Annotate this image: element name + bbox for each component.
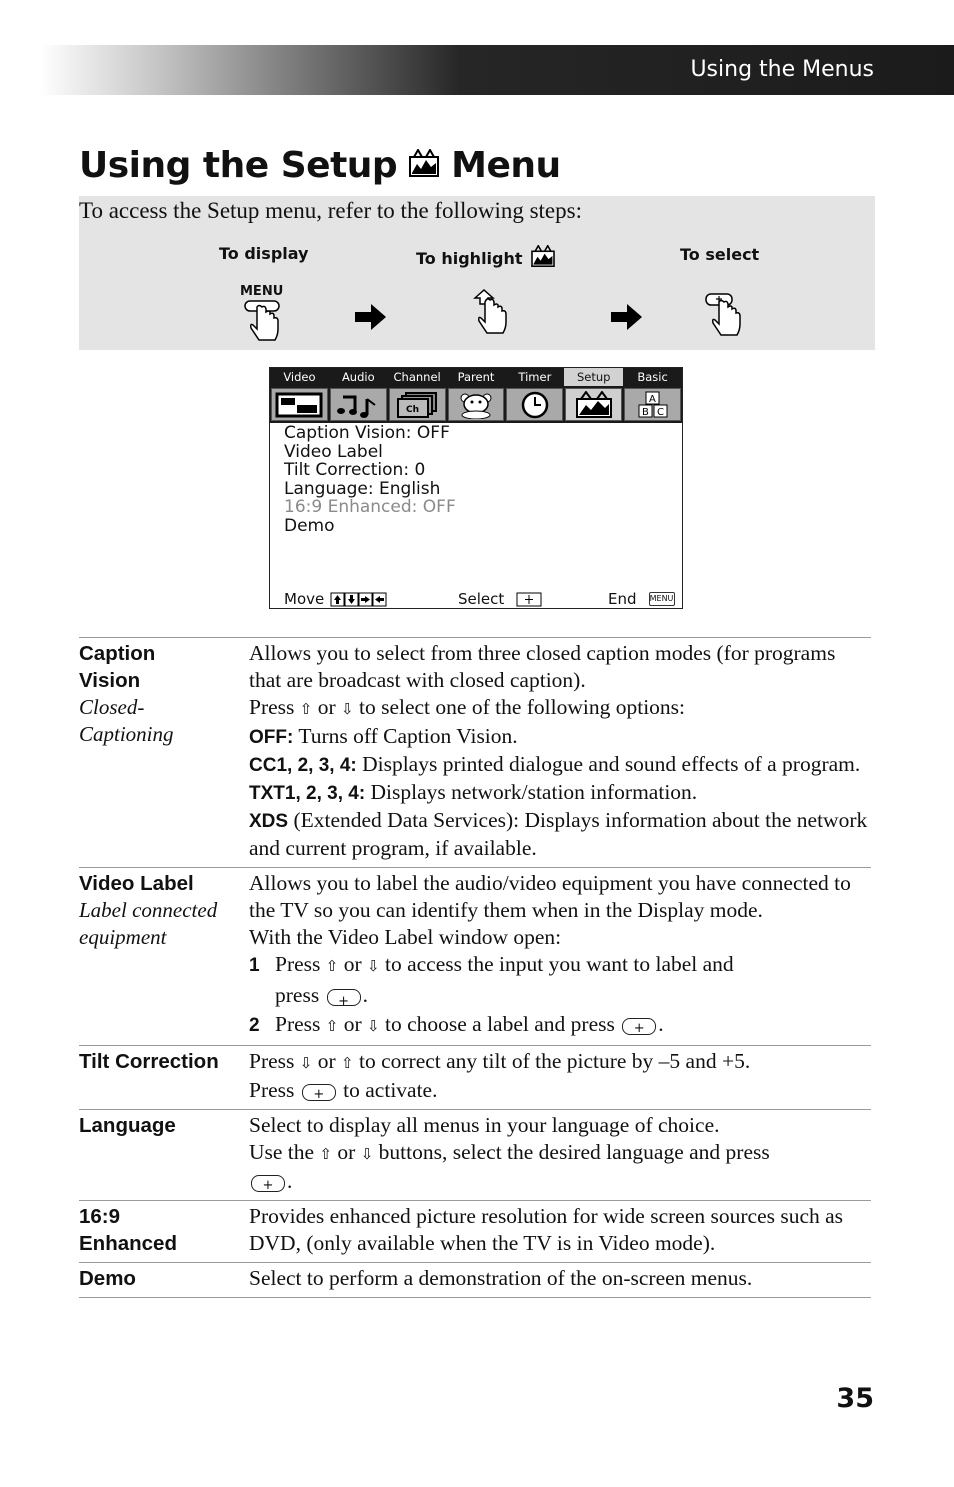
osd-item-demo[interactable]: Demo xyxy=(284,515,335,536)
osd-item-video-label[interactable]: Video Label xyxy=(284,441,383,462)
option-xds-text: (Extended Data Services): Displays information about the network and current program, if available. xyxy=(249,808,868,860)
steps-box xyxy=(79,196,875,350)
table-row xyxy=(79,1045,871,1109)
caption-instruction xyxy=(249,694,871,723)
down-arrow-icon: ⇩ xyxy=(360,1145,374,1163)
page-title-suffix: Menu xyxy=(451,145,561,186)
language-use-text: Use the xyxy=(249,1140,315,1164)
term-caption-vision-line2: Vision xyxy=(79,669,141,692)
setup-icon xyxy=(531,245,555,271)
enter-button-icon xyxy=(251,1175,285,1192)
video-label-window-text: With the Video Label window open: xyxy=(249,925,562,949)
step-label-display: To display xyxy=(219,244,309,263)
term-caption-vision-line1: Caption xyxy=(79,642,156,665)
option-xds-label: XDS xyxy=(249,811,289,832)
osd-item-language[interactable]: Language: English xyxy=(284,478,441,499)
osd-item-tilt-correction[interactable]: Tilt Correction: 0 xyxy=(284,460,426,481)
osd-footer-move-label: Move xyxy=(284,590,325,608)
page-title xyxy=(79,145,561,186)
page-number: 35 xyxy=(836,1383,874,1414)
step-text: to access the input you want to label and xyxy=(384,952,734,976)
term-demo: Demo xyxy=(79,1267,136,1290)
tilt-or-text: or xyxy=(317,1049,336,1073)
video-icon[interactable] xyxy=(271,388,328,421)
term-caption-sub-line2: Captioning xyxy=(79,722,174,746)
term-enhanced-line1: 16:9 xyxy=(79,1205,121,1228)
caption-description: Allows you to select from three closed caption modes (for programs that are broadcast with closed caption). xyxy=(249,641,836,692)
term-cell xyxy=(79,1048,249,1104)
step-number: 1 xyxy=(249,955,260,976)
step-press-text: Press xyxy=(275,1012,321,1036)
basic-icon-letter-b: B xyxy=(641,406,649,418)
table-row xyxy=(79,637,871,867)
step-number: 2 xyxy=(249,1015,260,1036)
up-arrow-icon: ⇧ xyxy=(319,1145,333,1163)
basic-icon[interactable] xyxy=(624,388,681,421)
term-cell xyxy=(79,1112,249,1195)
option-txt-text: Displays network/station information. xyxy=(370,780,698,804)
option-off xyxy=(249,723,871,751)
basic-icon-letter-c: C xyxy=(656,406,664,418)
step-label-highlight xyxy=(416,245,555,271)
setup-icon[interactable] xyxy=(565,388,622,421)
page-title-text: Using the Setup xyxy=(79,145,398,186)
option-cc-text: Displays printed dialogue and sound effects of a program. xyxy=(362,752,861,776)
menu-button-icon: MENU xyxy=(649,592,675,606)
timer-icon[interactable] xyxy=(506,388,563,421)
osd-tab-parent[interactable]: Parent xyxy=(457,370,495,384)
osd-tab-timer[interactable]: Timer xyxy=(518,370,552,384)
option-off-label: OFF: xyxy=(249,727,294,748)
up-arrow-icon: ⇧ xyxy=(325,1017,339,1035)
setup-icon xyxy=(409,145,439,186)
down-arrow-icon: ⇩ xyxy=(367,957,380,975)
video-label-step-1 xyxy=(249,951,871,980)
term-language: Language xyxy=(79,1114,176,1137)
caption-press-text: Press xyxy=(249,695,295,719)
caption-select-text: to select one of the following options: xyxy=(358,695,686,719)
enter-button-icon xyxy=(622,1018,656,1035)
term-cell xyxy=(79,1203,249,1257)
tilt-line-1 xyxy=(249,1048,871,1077)
osd-footer-end-label: End xyxy=(608,590,637,608)
enter-button-icon xyxy=(302,1084,336,1101)
osd-item-enhanced[interactable]: 16:9 Enhanced: OFF xyxy=(284,497,456,518)
steps-intro: To access the Setup menu, refer to the following steps: xyxy=(79,198,582,223)
enter-button-icon xyxy=(514,592,544,607)
osd-footer-select xyxy=(458,590,544,608)
step-or-text: or xyxy=(343,1012,362,1036)
term-cell xyxy=(79,640,249,862)
step-press-text: Press xyxy=(275,952,321,976)
definition-cell xyxy=(249,1265,871,1292)
osd-tab-audio[interactable]: Audio xyxy=(341,370,375,384)
hand-updown-icon xyxy=(471,288,511,336)
step-or-text: or xyxy=(343,952,362,976)
option-cc-label: CC1, 2, 3, 4: xyxy=(249,755,357,776)
channel-icon-label: Ch xyxy=(406,404,420,415)
section-title: Using the Menus xyxy=(690,57,874,82)
arrow-right-icon xyxy=(355,304,387,330)
term-tilt-correction: Tilt Correction xyxy=(79,1050,219,1073)
option-off-text: Turns off Caption Vision. xyxy=(298,724,518,748)
osd-tab-bar xyxy=(270,368,682,386)
osd-footer-end xyxy=(608,590,675,608)
osd-tab-basic[interactable]: Basic xyxy=(637,370,668,384)
term-enhanced-line2: Enhanced xyxy=(79,1232,177,1255)
hand-press-icon xyxy=(243,299,283,343)
step-label-select: To select xyxy=(680,245,760,264)
term-cell xyxy=(79,1265,249,1292)
table-row xyxy=(79,1262,871,1298)
definition-cell xyxy=(249,1048,871,1104)
step-text: to choose a label and press xyxy=(384,1012,615,1036)
osd-menu-screen xyxy=(269,367,683,609)
option-txt-label: TXT1, 2, 3, 4: xyxy=(249,783,366,804)
term-video-label-sub-line1: Label connected xyxy=(79,898,218,922)
language-or-text: or xyxy=(337,1140,356,1164)
option-xds xyxy=(249,807,871,862)
language-text: buttons, select the desired language and press xyxy=(378,1140,770,1164)
term-video-label-sub-line2: equipment xyxy=(79,925,167,949)
tilt-activate-text: to activate. xyxy=(343,1078,438,1102)
definition-cell xyxy=(249,1112,871,1195)
language-line-3: +. xyxy=(249,1168,871,1195)
term-cell xyxy=(79,870,249,1040)
direction-buttons-icon xyxy=(330,592,390,607)
up-arrow-icon: ⇧ xyxy=(325,957,339,975)
table-row xyxy=(79,867,871,1045)
down-arrow-icon: ⇩ xyxy=(299,1054,313,1072)
definition-cell xyxy=(249,1203,871,1257)
term-video-label: Video Label xyxy=(79,872,194,895)
option-cc xyxy=(249,751,871,779)
audio-icon[interactable] xyxy=(330,388,387,421)
definition-cell xyxy=(249,870,871,1040)
header-bar xyxy=(40,45,954,95)
down-arrow-icon: ⇩ xyxy=(341,700,354,718)
definition-cell xyxy=(249,640,871,862)
channel-icon[interactable] xyxy=(389,388,446,421)
osd-item-caption-vision[interactable]: Caption Vision: OFF xyxy=(284,423,450,443)
osd-footer-select-label: Select xyxy=(458,590,505,608)
tilt-text: to correct any tilt of the picture by –5 and +5. xyxy=(358,1049,751,1073)
up-arrow-icon: ⇧ xyxy=(299,700,313,718)
demo-description: Select to perform a demonstration of the on-screen menus. xyxy=(249,1266,753,1290)
osd-tab-setup[interactable]: Setup xyxy=(564,368,623,386)
arrow-right-icon xyxy=(611,304,643,330)
osd-item-list xyxy=(284,424,456,536)
table-row xyxy=(79,1109,871,1200)
option-txt xyxy=(249,779,871,807)
enter-button-icon xyxy=(327,989,361,1006)
description-table xyxy=(79,637,871,1298)
step-label-highlight-text: To highlight xyxy=(416,248,523,268)
menu-button-label: MENU xyxy=(240,284,284,299)
tilt-line-2 xyxy=(249,1077,871,1104)
parent-icon[interactable] xyxy=(448,388,505,421)
tilt-press-text: Press xyxy=(249,1078,295,1102)
term-caption-sub-line1: Closed- xyxy=(79,695,145,719)
enhanced-description: Provides enhanced picture resolution for wide screen sources such as DVD, (only available when the TV is in Video mode). xyxy=(249,1204,844,1255)
caption-or-text: or xyxy=(317,695,336,719)
basic-icon-letter-a: A xyxy=(648,393,656,405)
up-arrow-icon: ⇧ xyxy=(341,1054,354,1072)
osd-tab-video[interactable]: Video xyxy=(283,370,316,384)
down-arrow-icon: ⇩ xyxy=(367,1017,380,1035)
hand-select-icon xyxy=(704,292,744,338)
language-line-1: Select to display all menus in your language of choice. xyxy=(249,1113,720,1137)
language-line-2 xyxy=(249,1139,871,1168)
video-label-description: Allows you to label the audio/video equipment you have connected to the TV so you can identify them when in the Display mode. xyxy=(249,871,851,922)
osd-icon-bar xyxy=(270,386,682,423)
table-row xyxy=(79,1200,871,1262)
osd-tab-channel[interactable]: Channel xyxy=(393,370,441,384)
video-label-step-1-cont: press + . xyxy=(249,980,871,1011)
tilt-press-text: Press xyxy=(249,1049,295,1073)
osd-footer-move xyxy=(284,590,390,608)
step-press-text: press xyxy=(275,983,320,1007)
video-label-step-2: 2 Press ⇧ or ⇩ to choose a label and press + . xyxy=(249,1011,871,1040)
